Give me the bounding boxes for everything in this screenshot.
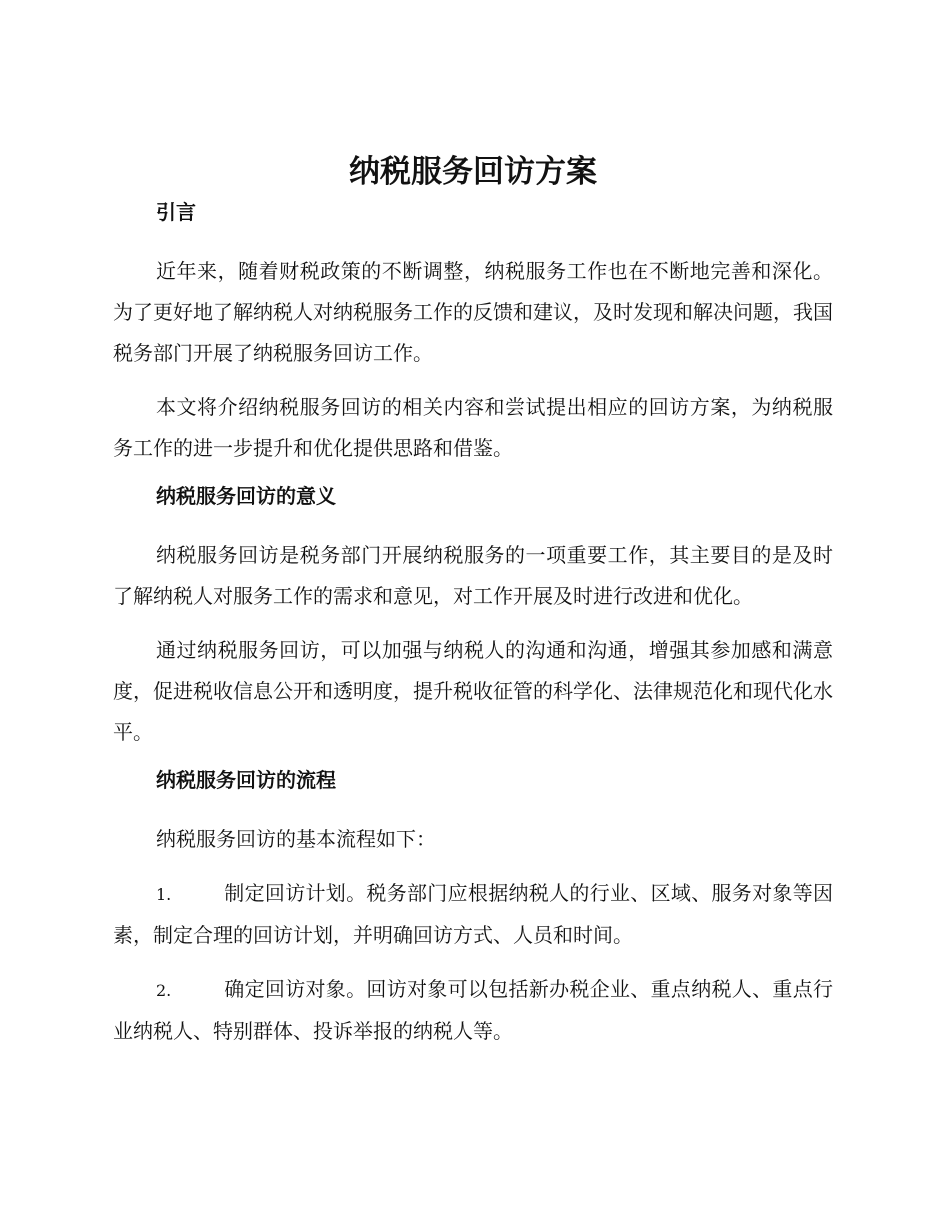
paragraph: 本文将介绍纳税服务回访的相关内容和尝试提出相应的回访方案，为纳税服务工作的进一步提升和优化提供思路和借鉴。 <box>113 395 833 460</box>
section-process <box>113 766 833 1052</box>
document-title: 纳税服务回访方案 <box>349 154 597 190</box>
section-heading: 纳税服务回访的意义 <box>156 484 336 508</box>
section-heading: 纳税服务回访的流程 <box>156 768 336 792</box>
list-item <box>113 969 833 1052</box>
section-significance <box>113 482 833 753</box>
document-page <box>113 150 833 1065</box>
list-item-text: 确定回访对象。回访对象可以包括新办税企业、重点纳税人、重点行业纳税人、特别群体、投诉举报的纳税人等。 <box>113 977 833 1043</box>
list-item-text: 制定回访计划。税务部门应根据纳税人的行业、区域、服务对象等因素，制定合理的回访计划，并明确回访方式、人员和时间。 <box>113 881 833 947</box>
paragraph: 纳税服务回访的基本流程如下： <box>156 827 436 851</box>
list-item <box>113 873 833 956</box>
list-number: 1. <box>156 885 172 904</box>
paragraph: 通过纳税服务回访，可以加强与纳税人的沟通和沟通，增强其参加感和满意度，促进税收信息公开和透明度，提升税收征管的科学化、法律规范化和现代化水平。 <box>113 638 833 744</box>
paragraph: 近年来，随着财税政策的不断调整，纳税服务工作也在不断地完善和深化。为了更好地了解纳税人对纳税服务工作的反馈和建议，及时发现和解决问题，我国税务部门开展了纳税服务回访工作。 <box>113 259 833 365</box>
paragraph: 纳税服务回访是税务部门开展纳税服务的一项重要工作，其主要目的是及时了解纳税人对服务工作的需求和意见，对工作开展及时进行改进和优化。 <box>113 543 833 608</box>
section-introduction <box>113 198 833 469</box>
section-heading: 引言 <box>156 200 196 224</box>
list-number: 2. <box>156 981 172 1000</box>
